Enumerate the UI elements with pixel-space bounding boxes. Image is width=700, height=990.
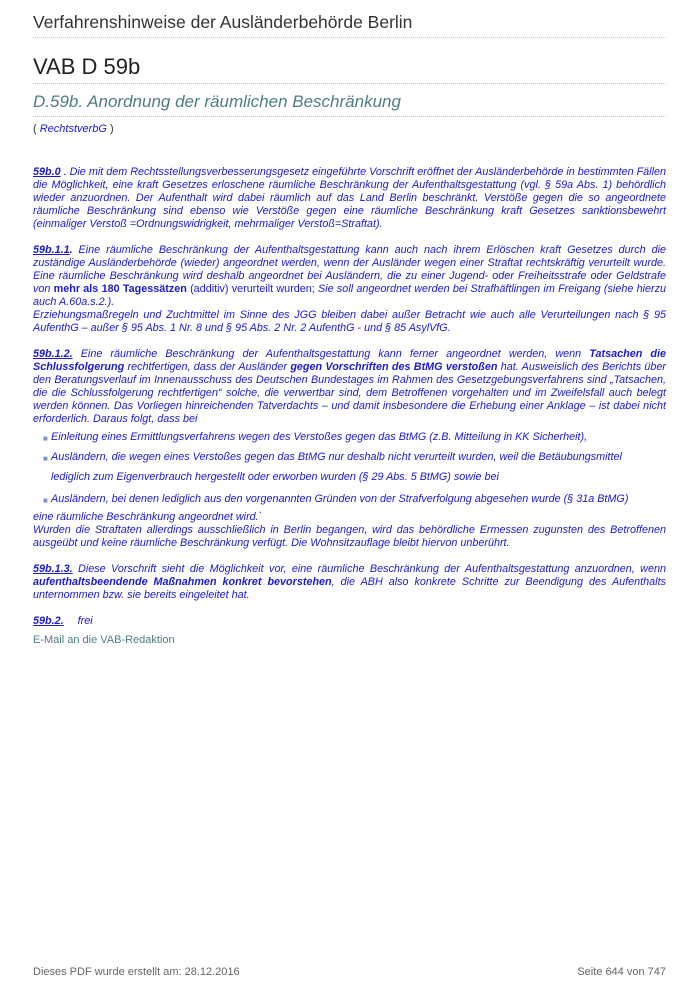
list-item: ■ Einleitung eines Ermittlungsverfahrens wegen des Verstoßes gegen das BtMG (z.B. Mitteilung in KK Sicherheit), (43, 431, 588, 443)
footer-page-number: Seite 644 von 747 (577, 966, 666, 978)
footer-created-date: Dieses PDF wurde erstellt am: 28.12.2016 (33, 966, 240, 978)
paragraph-59b2: 59b.2. frei (33, 615, 93, 627)
bullet-list (33, 431, 666, 506)
law-reference-link[interactable]: RechtstverbG (39, 123, 107, 135)
paragraph-59b12-note: Wurden die Straftaten allerdings ausschließlich in Berlin begangen, wird das behördliche Ermessen zugunsten des Betroffenen ausgeübt und keine räumliche Beschränkung verfügt. Die Wohnsitzauflage bleibt hiervon unberührt. (33, 524, 666, 549)
divider (33, 83, 666, 84)
doc-title: VAB D 59b (33, 54, 141, 79)
paragraph-59b12: 59b.1.2. Eine räumliche Beschränkung der Aufenthaltsgestattung kann ferner angeordnet werden, wenn Tatsachen die Schlussfolgerung rechtfertigen, dass der Ausländer gegen Vorschriften des BtMG verstoßen hat. Ausweislich des Berichts über den Beratungsverlauf im Innenausschuss des Deutschen Bundestages im Rahmen des Gesetzgebungsverfahrens sind „Tatsachen, die die Schlussfolgerung rechtfertigen“ solche, die verwertbar sind, dem Betroffenen vorgehalten und im Zweifelsfall auch belegt werden können. Das Vorliegen hinreichenden Tatverdachts – und damit insbesondere die Erhebung einer Anklage – ist dabei nicht erforderlich. Daraus folgt, dass bei (33, 348, 667, 425)
divider (33, 116, 666, 117)
list-item: ■ Ausländern, bei denen lediglich aus den vorgenannten Gründen von der Strafverfolgung abgesehen wurde (§ 31a BtMG) (43, 493, 629, 505)
section-link-59b12[interactable]: 59b.1.2. (33, 348, 73, 360)
site-title: Verfahrenshinweise der Ausländerbehörde Berlin (33, 12, 413, 32)
bullet-icon: ■ (43, 496, 48, 505)
paragraph-59b11-note: Erziehungsmaßregeln und Zuchtmittel im Sinne des JGG bleiben dabei außer Betracht wie auch alle Verurteilungen nach § 95 AufenthG – außer § 95 Abs. 1 Nr. 8 und § 95 Abs. 2 Nr. 2 AufenthG - und § 85 AsylVfG. (33, 309, 666, 334)
content (33, 166, 666, 646)
bullet-icon: ■ (43, 454, 48, 463)
section-link-59b0[interactable]: 59b.0 (33, 166, 61, 178)
bullet-icon: ■ (43, 434, 48, 443)
divider (33, 37, 666, 38)
paragraph-59b13: 59b.1.3. Diese Vorschrift sieht die Möglichkeit vor, eine räumliche Beschränkung der Aufenthaltsgestattung anzuordnen, wenn aufenthaltsbeendende Maßnahmen konkret bevorstehen, die ABH also konkrete Schritte zur Beendigung des Aufenthalts unternommen bzw. sie bereits eingeleitet hat. (33, 563, 666, 601)
section-link-59b11[interactable]: 59b.1.1 (33, 244, 70, 256)
section-subtitle: D.59b. Anordnung der räumlichen Beschränkung (33, 92, 401, 111)
law-reference: ( RechtstverbG ) (33, 123, 114, 135)
email-editor-link[interactable]: E-Mail an die VAB-Redaktion (33, 634, 175, 646)
paragraph-59b12-after: eine räumliche Beschränkung angeordnet wird.` (33, 511, 263, 523)
section-link-59b2[interactable]: 59b.2. (33, 615, 64, 627)
paragraph-59b0: 59b.0 . Die mit dem Rechtsstellungsverbesserungsgesetz eingeführte Vorschrift eröffnet der Ausländerbehörde in bestimmten Fällen die Möglichkeit, eine kraft Gesetzes erloschene räumliche Beschränkung der Aufenthaltsgestattung (vgl. § 59a Abs. 1) behördlich wieder anzuordnen. Der Aufenthalt wird dabei räumlich auf das Land Berlin beschränkt. Verstöße gegen die so angeordnete räumliche Beschränkung sind ebenso wie Verstöße gegen eine räumliche Beschränkung kraft Gesetzes sanktionsbewehrt (einmaliger Verstoß =Ordnungswidrigkeit, mehrmaliger Verstoß=Straftat). (33, 166, 666, 230)
list-item: ■ Ausländern, die wegen eines Verstoßes gegen das BtMG nur deshalb nicht verurteilt wurden, weil die Betäubungsmittel lediglich zum Eigenverbrauch hergestellt oder erworben wurden (§ 29 Abs. 5 BtMG) sowie bei (43, 451, 622, 483)
section-link-59b13[interactable]: 59b.1.3. (33, 563, 73, 575)
paragraph-59b11: 59b.1.1. Eine räumliche Beschränkung der Aufenthaltsgestattung kann auch nach ihrem Erlöschen kraft Gesetzes durch die zuständige Ausländerbehörde (wieder) angeordnet werden, wenn der Ausländer wegen einer Straftat rechtskräftig verurteilt wurde. Eine räumliche Beschränkung wird deshalb angeordnet bei Ausländern, die zu einer Jugend- oder Freiheitsstrafe oder Geldstrafe von mehr als 180 Tagessätzen (additiv) verurteilt wurden; Sie soll angeordnet werden bei Strafhäftlingen im Freigang (siehe hierzu auch A.60a.s.2.). (33, 244, 666, 308)
